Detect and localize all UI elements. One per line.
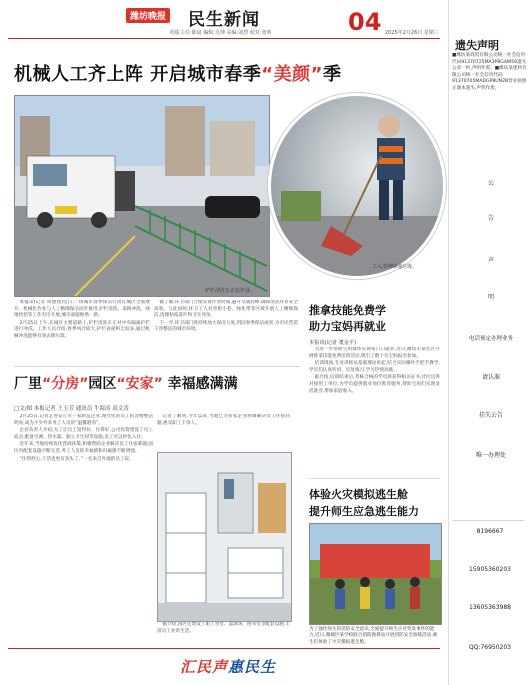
article2-byline: □文/图 本报记者 王玉芳 通讯员 牛海涛 高文涛 — [14, 406, 129, 412]
dormitory-photo — [157, 452, 292, 622]
worker-drawing — [271, 96, 443, 276]
paragraph: 据介绍,培训结束后,考核合格的学员将获得相关证书,社区还将对接用工单位,为学员提供就业岗位推荐服务,帮助宝妈们实现灵活就业,增加家庭收入。 — [309, 375, 440, 394]
lost-notice-text: ■潍坊某商贸有限公司统一社会信用代码91370725MA3P8GAW50遗失公章一枚,声明作废。■潍坊某建材有限公司统一社会信用代码91370705MADGP8UN2B营业执照正副本遗失,声明作废。 — [452, 53, 527, 91]
paragraph: 本报讯(记者 周德建)近日,一场城市春季保洁行动在城区全面展开。机械化作业与人工精细保洁同步推进,护栏清洗、道路冲洗、绿地捡拾等工作有序开展,城市面貌焕然一新。 — [14, 300, 150, 319]
newspaper-logo: 潍坊晚报 — [126, 8, 170, 23]
staff-credits: 组版主任:陈晨 编辑:吴坤 美编:刘慧 校对:张明 — [170, 30, 272, 36]
article3-headline-line1: 推拿技能免费学 — [309, 304, 386, 317]
fire-drill-drawing — [310, 524, 441, 624]
sidebar-phone-3: 13605363988 — [469, 604, 511, 611]
paragraph: 2月25日,记者走进安丘市一家制造企业,现代化的员工宿舍楼整洁明亮,成为不少外来务工人员的“温馨港湾”。 — [14, 414, 153, 426]
footer-logo-part1: 汇民声 — [180, 658, 229, 676]
headline-quote: “分房” — [42, 376, 89, 392]
article4-headline-line2: 提升师生应急逃生能力 — [309, 505, 419, 518]
classified-sidebar — [448, 0, 530, 685]
sidebar-divider — [452, 520, 524, 521]
main-headline — [14, 60, 341, 86]
issue-date: 2025年2月26日 星期三 — [385, 30, 439, 36]
article2-body-col2-bottom — [157, 622, 290, 646]
sidebar-phone-2: 15905360203 — [469, 566, 511, 573]
paragraph: 近年来,当地持续优化营商环境,积极帮助企业解决员工住宿难题,园区内配套设施不断完善,务工人员的幸福感和归属感不断增强。 — [14, 442, 153, 454]
section-divider — [309, 478, 440, 479]
footer-logo-part2: 惠民生 — [228, 658, 277, 676]
footer-column-logo — [180, 656, 276, 677]
sidebar-label-lost: 挂失公告 — [478, 412, 503, 419]
sidebar-qq: QQ:76950203 — [468, 644, 511, 651]
article3-byline: 本报讯(记者 董金平) — [309, 340, 357, 346]
footer-divider — [8, 648, 440, 649]
headline-text: 园区 — [88, 376, 117, 392]
sidebar-label-gao: 告 — [487, 215, 494, 222]
paragraph: 据了解,环卫部门合理安排作业时间,避开交通高峰,确保清洗作业安全高效。与此同时,环卫工人对背街小巷、绿化带等区域开展人工精细保洁,清理枯枝落叶和卫生死角。 — [154, 300, 298, 319]
section-divider — [14, 366, 300, 367]
paragraph: 记者了解到,今年以来,当地已为多家企业协调解决员工住宿问题,惠及职工千余人。 — [157, 414, 290, 426]
article3-headline-line2: 助力宝妈再就业 — [309, 320, 386, 333]
section-title: 民生新闻 — [188, 10, 260, 30]
paragraph: 培训现场,专业讲师从基础理论讲起,结合实际操作手把手教学,学员们认真听讲、反复练习,学习热情高涨。 — [309, 361, 440, 373]
paragraph: 为进一步帮助宝妈群体实现家门口就业,近日,潍坊市某社区开展推拿技能免费培训活动,吸引了数十名宝妈报名参加。 — [309, 347, 440, 359]
sidebar-label-notice: 请认准 — [481, 374, 500, 381]
paragraph: 下一步,环卫部门将持续加大保洁力度,巩固春季保洁成果,为市民营造干净整洁的城市环境。 — [154, 320, 298, 333]
photo-caption-right: 工人清理绿地垃圾。 — [372, 264, 418, 270]
paragraph: 企业负责人介绍,为了让员工留得住、住得好,公司投资建设了员工宿舍,配备空调、热水器、独立卫生间等设施,员工可以拎包入住。 — [14, 428, 153, 440]
dormitory-drawing — [158, 453, 291, 621]
article1-body-col2 — [154, 300, 298, 362]
paragraph: 2月25日上午,在城区主要道路上,护栏清洗车正对中央隔离护栏进行冲洗。工作人员介绍,春季风沙较大,护栏表面积尘较多,通过机械冲洗能够有效去除污渍。 — [14, 320, 150, 339]
article3-body — [309, 347, 440, 475]
headline-text: 机械人工齐上阵 开启城市春季 — [14, 64, 262, 85]
paragraph: “住得舒心,干活也更有劲头了。”一名来自外地的员工说。 — [19, 456, 134, 462]
sidebar-phone-1: 8196667 — [476, 528, 504, 535]
sidebar-label-sheng: 声 — [487, 257, 494, 264]
headline-text: 幸福感满满 — [162, 376, 238, 392]
headline-text: 厂里 — [14, 376, 42, 392]
page-number: 04 — [348, 8, 382, 36]
sidebar-label-booking: 电话预定办理业务 — [468, 336, 513, 342]
article2-headline — [14, 373, 238, 393]
fire-drill-photo — [309, 523, 442, 625]
sidebar-label-gong: 公 — [487, 180, 494, 187]
paragraph: 据介绍,园区还建设了职工食堂、篮球场、图书室等配套设施,丰富员工业余生活。 — [157, 622, 290, 634]
headline-quote: “安家” — [116, 376, 163, 392]
masthead-divider — [8, 38, 440, 39]
headline-quote: “美颜” — [261, 64, 323, 85]
street-scene-drawing — [15, 96, 269, 296]
sidebar-title: 遗失声明 — [455, 39, 499, 52]
photo-caption-left: 护栏清洗车正在作业。 — [205, 288, 256, 294]
headline-text-end: 季 — [322, 64, 342, 85]
article1-body-col1 — [14, 300, 150, 362]
sidebar-label-ming: 明 — [487, 294, 494, 301]
fire-drill-caption: 为了强化师生的消防安全意识,全面提升师生应对突发事件的能力,近日,潍城区某学校联合消防救援站开展消防安全演练活动,师生们体验了火灾模拟逃生舱。 — [309, 627, 438, 645]
article2-body-col2-top — [157, 414, 290, 450]
article2-body-col1 — [14, 414, 153, 644]
sidebar-label-office: 唯一办理处 — [475, 452, 506, 459]
article4-headline-line1: 体验火灾模拟逃生舱 — [309, 488, 408, 501]
sanitation-worker-photo — [268, 93, 446, 279]
guardrail-cleaning-photo — [14, 95, 270, 297]
